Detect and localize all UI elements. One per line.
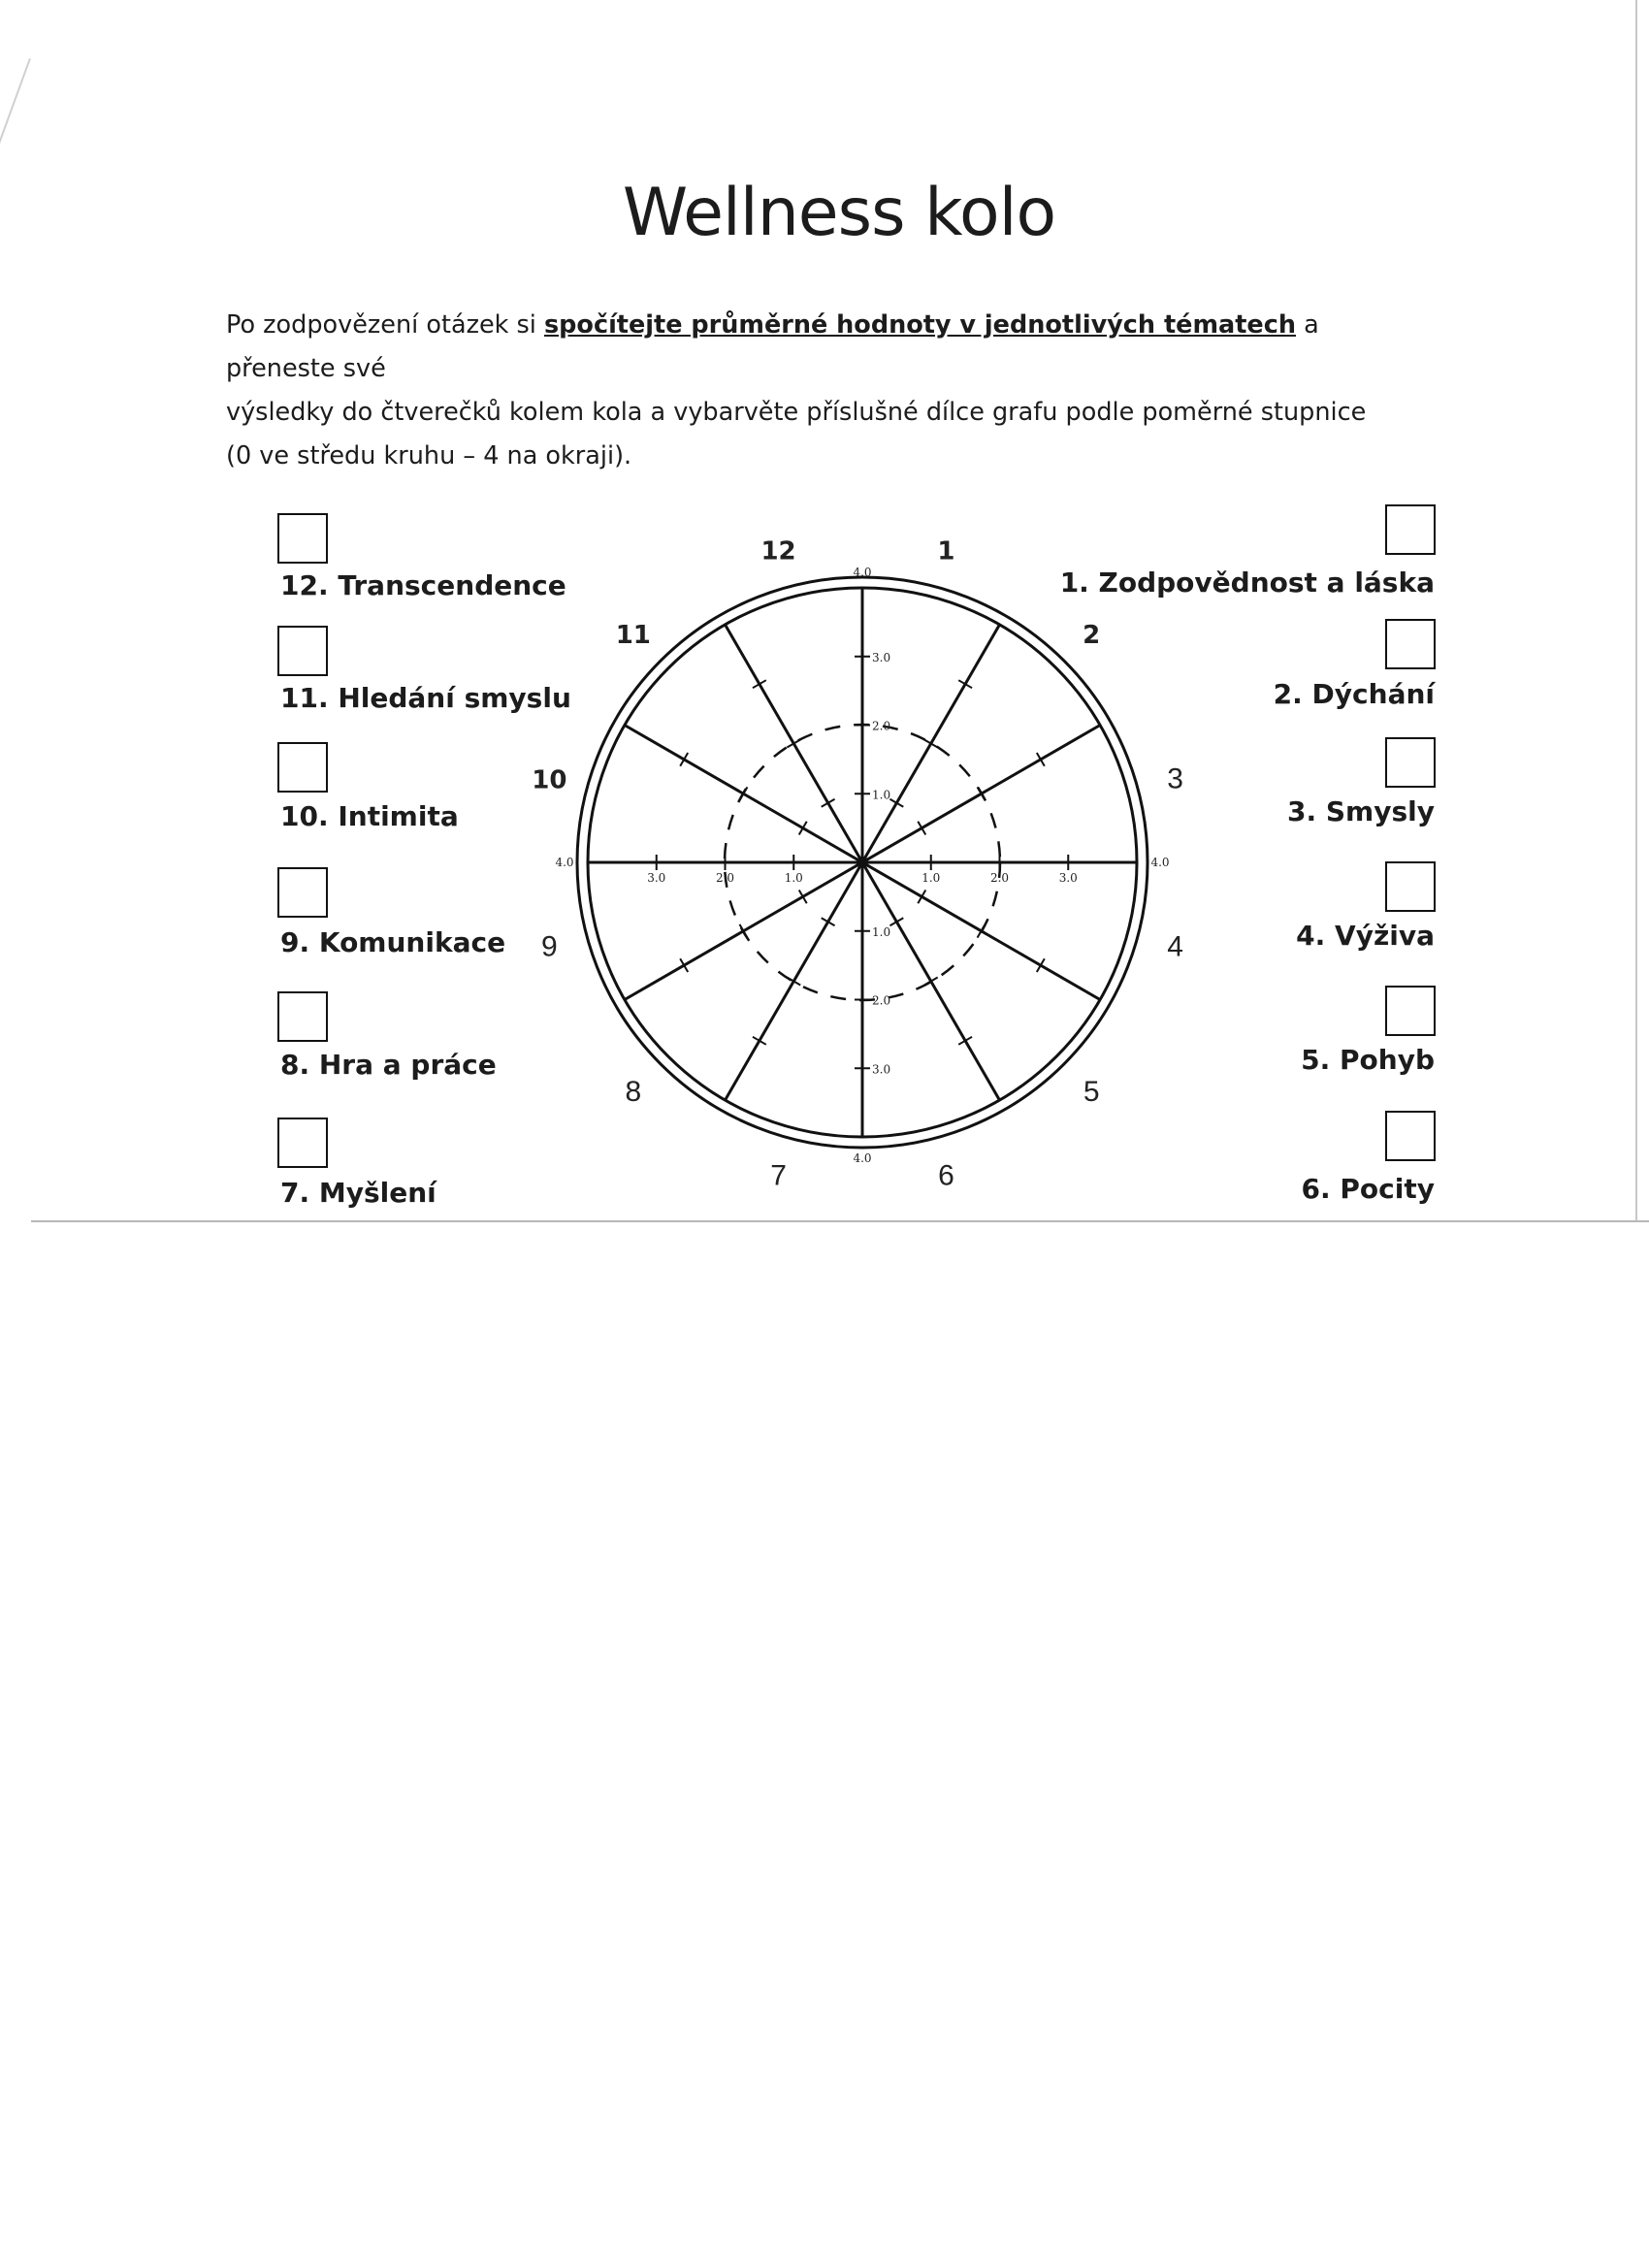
theme-label-6: 6. Pocity xyxy=(1301,1173,1435,1205)
theme-label-4: 4. Výživa xyxy=(1296,920,1435,952)
instructions-text: Po zodpovězení otázek si xyxy=(226,310,544,340)
theme-label-5: 5. Pohyb xyxy=(1301,1044,1435,1076)
segment-number-3: 3 xyxy=(1167,762,1183,795)
theme-label-7: 7. Myšlení xyxy=(280,1177,436,1209)
segment-number-5: 5 xyxy=(1083,1076,1100,1109)
scale-label: 2.0 xyxy=(872,719,891,733)
scale-label: 3.0 xyxy=(647,871,666,885)
segment-number-7: 7 xyxy=(770,1159,787,1192)
scale-label: 1.0 xyxy=(872,924,891,939)
scale-label: 3.0 xyxy=(872,1062,891,1077)
instructions-text: výsledky do čtverečků kolem kola a vybarvěte příslušné dílce grafu podle poměrné stupnice xyxy=(226,398,1367,427)
segment-number-9: 9 xyxy=(541,930,558,963)
segment-number-4: 4 xyxy=(1167,930,1183,963)
scale-label: 2.0 xyxy=(715,871,735,885)
theme-label-3: 3. Smysly xyxy=(1287,795,1435,827)
scale-label: 4.0 xyxy=(853,566,872,579)
segment-number-2: 2 xyxy=(1083,620,1101,650)
theme-label-10: 10. Intimita xyxy=(280,800,459,832)
segment-number-1: 1 xyxy=(937,536,955,567)
segment-number-6: 6 xyxy=(938,1159,954,1192)
instructions-emphasis: spočítejte průměrné hodnoty v jednotlivých tématech xyxy=(544,310,1296,340)
segment-number-12: 12 xyxy=(760,536,796,567)
segment-number-8: 8 xyxy=(625,1076,642,1109)
page-fold-line xyxy=(31,1220,1649,1222)
page-title: Wellness kolo xyxy=(622,175,1056,251)
scale-label: 3.0 xyxy=(1058,871,1078,885)
wheel-center-dot xyxy=(857,857,868,868)
scale-label: 2.0 xyxy=(872,993,891,1008)
scale-label: 2.0 xyxy=(989,871,1010,885)
scale-label: 4.0 xyxy=(555,856,574,869)
theme-label-9: 9. Komunikace xyxy=(280,926,506,958)
scale-label: 3.0 xyxy=(872,650,891,664)
scale-label: 4.0 xyxy=(1150,856,1170,869)
theme-label-11: 11. Hledání smyslu xyxy=(280,682,571,714)
scale-label: 1.0 xyxy=(872,788,891,802)
theme-label-8: 8. Hra a práce xyxy=(280,1049,497,1081)
theme-label-2: 2. Dýchání xyxy=(1273,678,1435,710)
theme-label-1: 1. Zodpovědnost a láska xyxy=(1059,567,1435,599)
scale-label: 4.0 xyxy=(853,1151,872,1165)
theme-label-12: 12. Transcendence xyxy=(280,569,566,601)
scale-label: 1.0 xyxy=(922,871,941,885)
segment-number-11: 11 xyxy=(615,620,651,650)
instructions-text: (0 ve středu kruhu – 4 na okraji). xyxy=(226,441,632,470)
scale-label: 1.0 xyxy=(784,871,803,885)
segment-number-10: 10 xyxy=(532,765,567,795)
instructions-text: a přeneste své xyxy=(226,310,1319,383)
